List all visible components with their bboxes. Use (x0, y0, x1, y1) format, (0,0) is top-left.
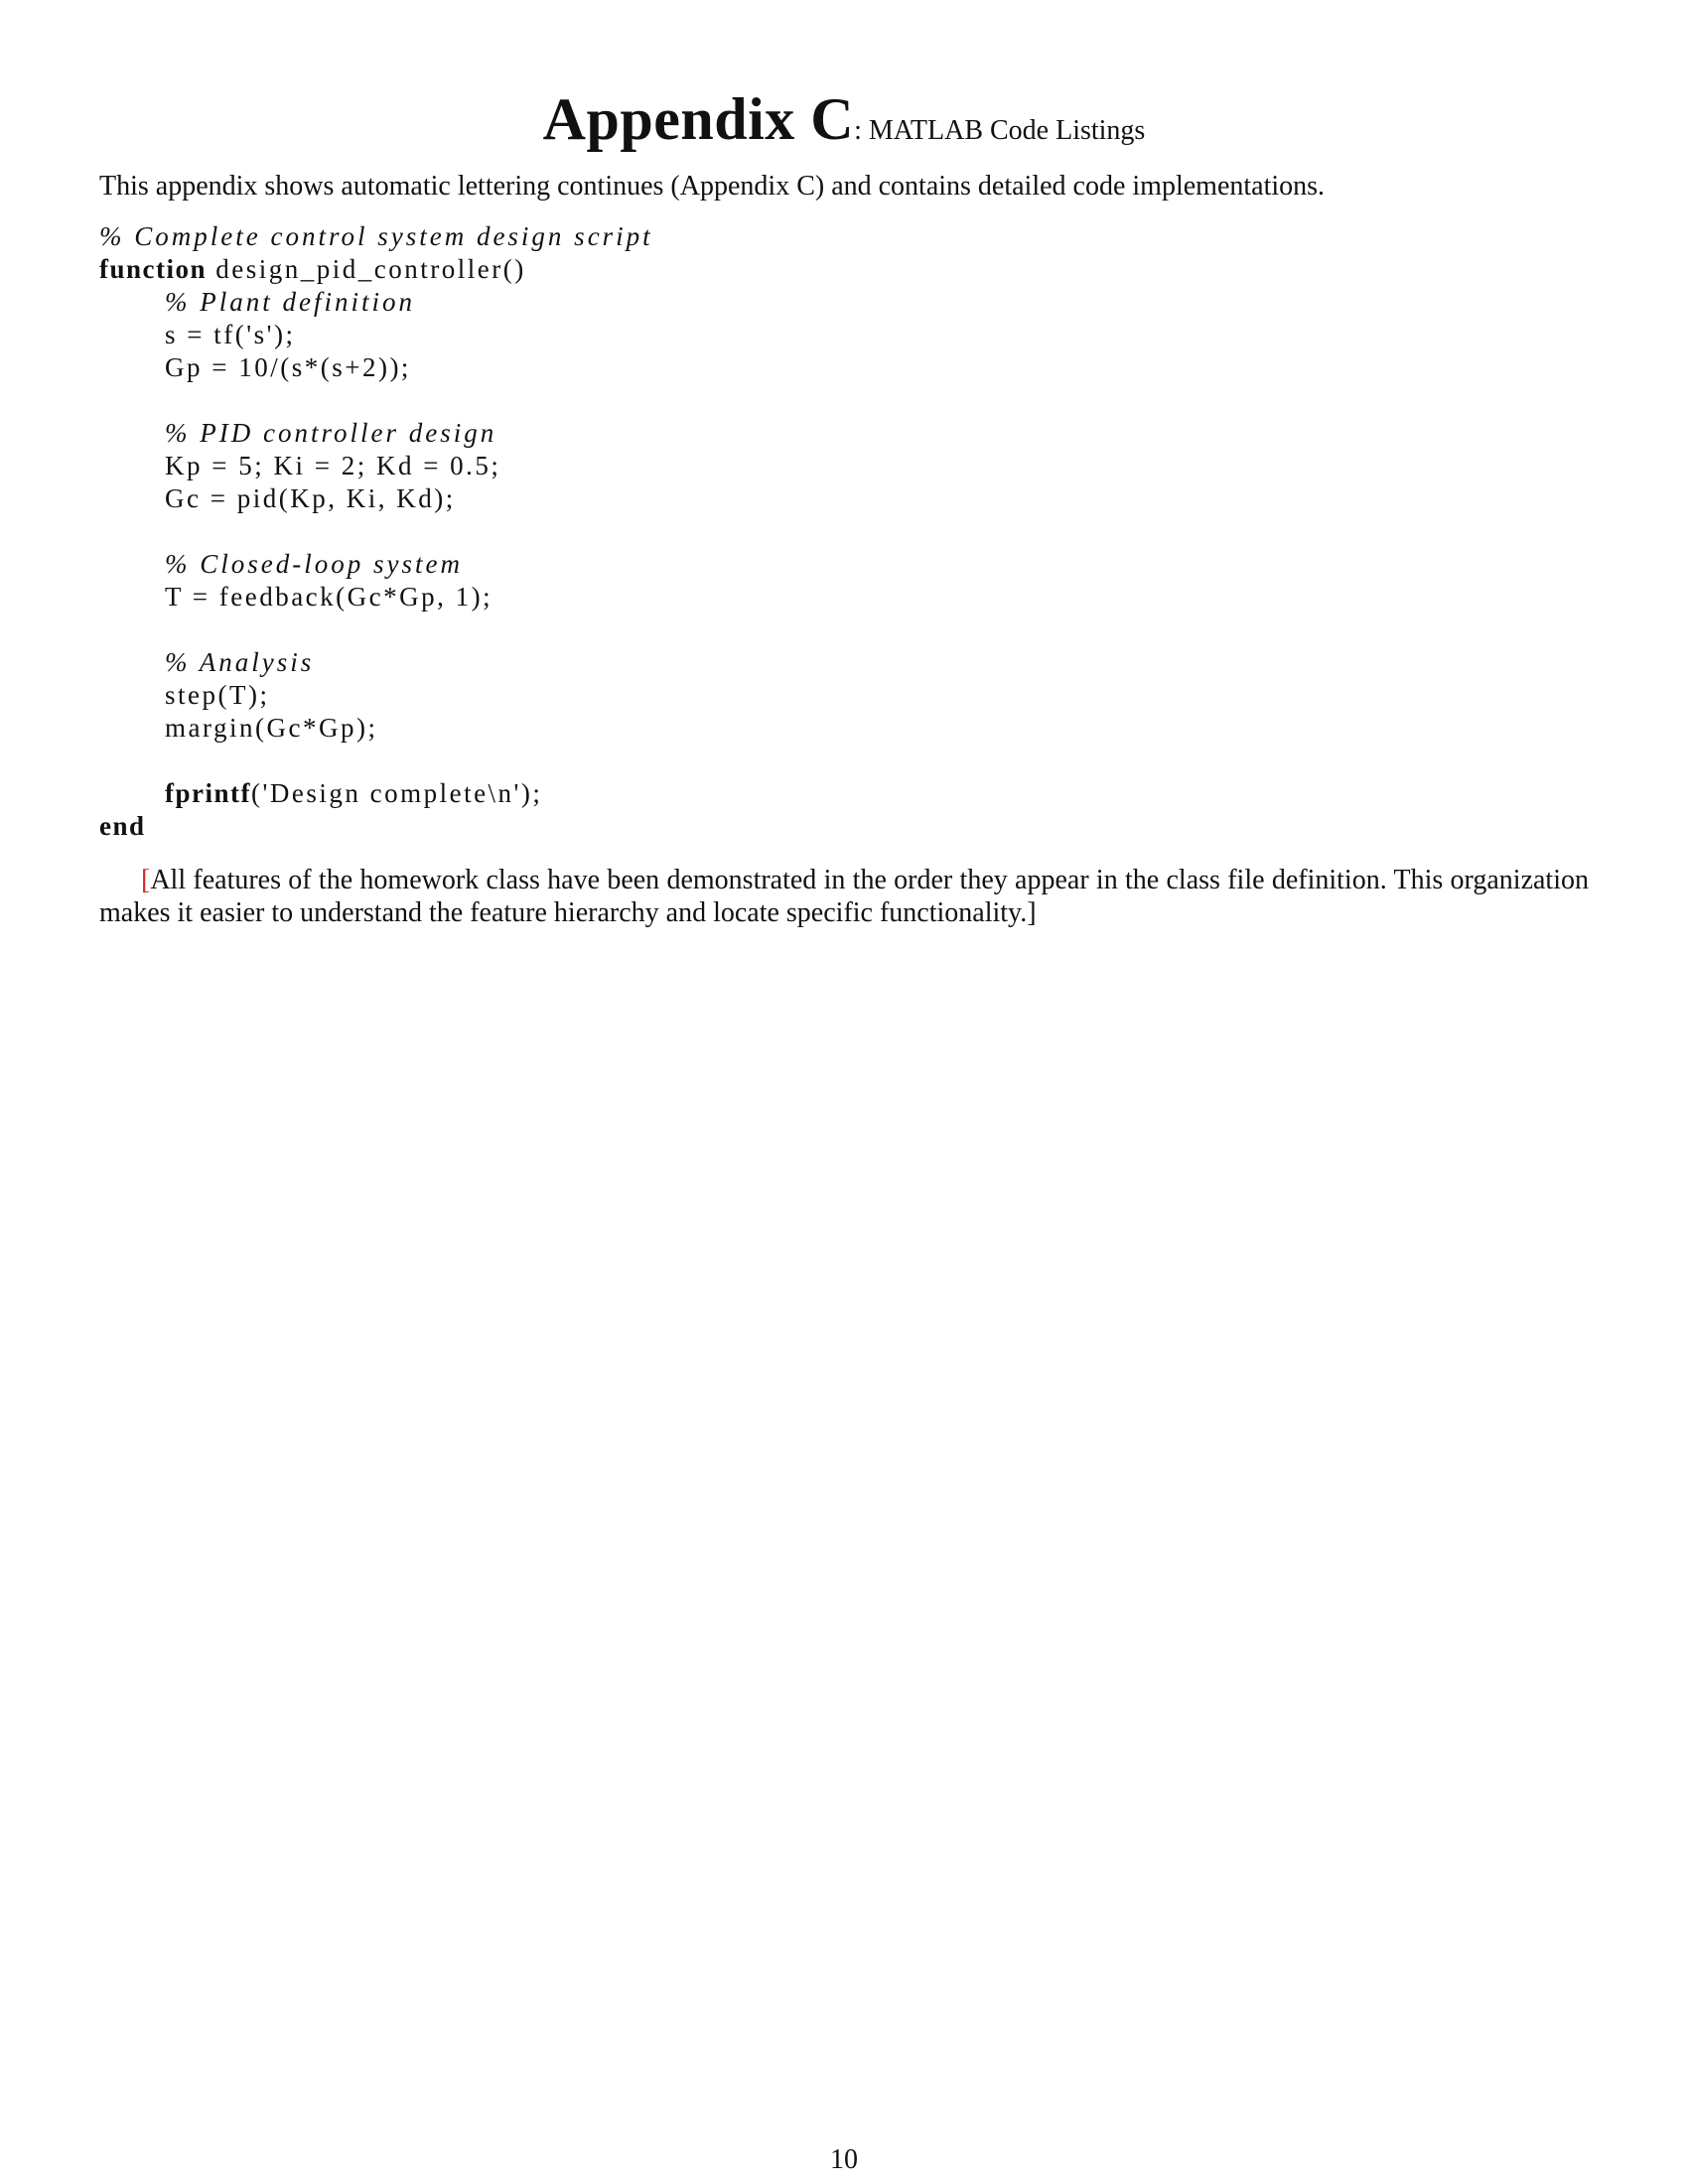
code-comment: % Complete control system design script (99, 221, 653, 251)
code-keyword: fprintf (165, 778, 251, 808)
code-text: ('Design complete\n'); (251, 778, 543, 808)
code-comment: % Plant definition (165, 287, 415, 317)
code-line: step(T); (165, 680, 270, 710)
code-line (99, 777, 653, 810)
note-text: All features of the homework class have been demonstrated in the order they appear in the class file definition. This organization makes it easier to understand the feature hierarchy and locate specific functionality.] (99, 865, 1589, 928)
code-blank-line (99, 745, 653, 777)
code-line: margin(Gc*Gp); (165, 713, 378, 743)
appendix-subtitle: : MATLAB Code Listings (854, 115, 1146, 146)
code-line (99, 253, 653, 286)
code-line: Gp = 10/(s*(s+2)); (165, 352, 411, 382)
code-comment: % Closed-loop system (165, 549, 463, 579)
code-comment: % PID controller design (165, 418, 497, 448)
code-blank-line (99, 515, 653, 548)
code-comment: % Analysis (165, 647, 315, 677)
appendix-heading (0, 85, 1688, 154)
code-listing (99, 220, 653, 843)
code-keyword-end: end (99, 811, 146, 841)
code-line: Gc = pid(Kp, Ki, Kd); (165, 483, 456, 513)
code-keyword: function (99, 254, 208, 284)
code-text: design_pid_controller() (207, 254, 526, 284)
code-line: Kp = 5; Ki = 2; Kd = 0.5; (165, 451, 501, 480)
closing-note (99, 864, 1589, 929)
code-blank-line (99, 384, 653, 417)
code-blank-line (99, 614, 653, 646)
code-line: T = feedback(Gc*Gp, 1); (165, 582, 493, 612)
appendix-title: Appendix C (542, 86, 855, 152)
code-line: s = tf('s'); (165, 320, 296, 349)
note-open-bracket: [ (141, 865, 151, 895)
page-number: 10 (830, 2144, 858, 2175)
intro-paragraph: This appendix shows automatic lettering continues (Appendix C) and contains detailed code implementations. (99, 171, 1326, 202)
